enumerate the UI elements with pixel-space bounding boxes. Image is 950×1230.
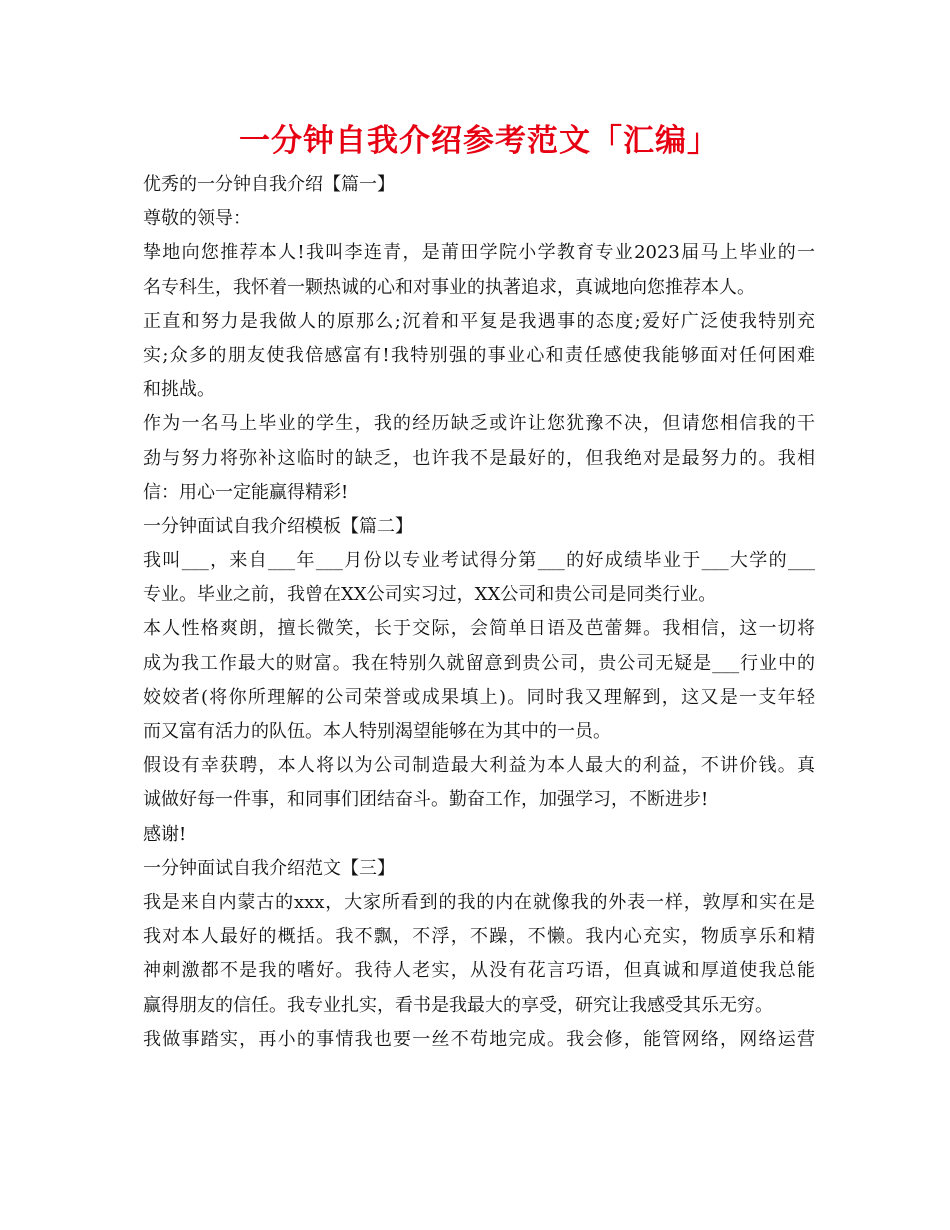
text-line: 本人性格爽朗，擅长微笑，长于交际，会简单日语及芭蕾舞。我相信，这一切将 xyxy=(143,618,815,640)
text-line: 假设有幸获聘，本人将以为公司制造最大利益为本人最大的利益，不讲价钱。真 xyxy=(143,755,815,777)
text-line: 名专科生，我怀着一颗热诚的心和对事业的执著追求，真诚地向您推荐本人。 xyxy=(143,276,755,298)
text-line: 挚地向您推荐本人!我叫李连青，是莆田学院小学教育专业2023届马上毕业的一 xyxy=(143,242,815,264)
text-line: 我做事踏实，再小的事情我也要一丝不苟地完成。我会修，能管网络，网络运营 xyxy=(143,1028,815,1050)
text-line: 实;众多的朋友使我倍感富有!我特别强的事业心和责任感使我能够面对任何困难 xyxy=(143,344,815,366)
text-line: 一分钟面试自我介绍范文【三】 xyxy=(143,857,395,879)
text-line: 姣姣者(将你所理解的公司荣誉或成果填上)。同时我又理解到，这又是一支年轻 xyxy=(143,686,815,708)
text-line: 尊敬的领导： xyxy=(143,208,251,230)
document-page xyxy=(143,118,815,1057)
text-line: 我对本人最好的概括。我不飘，不浮，不躁，不懒。我内心充实，物质享乐和精 xyxy=(143,926,815,948)
text-line: 劲与努力将弥补这临时的缺乏，也许我不是最好的，但我绝对是最努力的。我相 xyxy=(143,447,815,469)
text-line: 成为我工作最大的财富。我在特别久就留意到贵公司，贵公司无疑是___行业中的 xyxy=(143,652,815,674)
document-body xyxy=(143,168,815,1057)
text-line: 优秀的一分钟自我介绍【篇一】 xyxy=(143,174,395,195)
text-line: 赢得朋友的信任。我专业扎实，看书是我最大的享受，研究让我感受其乐无穷。 xyxy=(143,994,773,1016)
document-title: 一分钟自我介绍参考范文「汇编」 xyxy=(239,123,719,159)
text-line: 而又富有活力的队伍。本人特别渴望能够在为其中的一员。 xyxy=(143,721,611,742)
text-line: 神刺激都不是我的嗜好。我待人老实，从没有花言巧语，但真诚和厚道使我总能 xyxy=(143,960,815,982)
text-line: 专业。毕业之前，我曾在XX公司实习过，XX公司和贵公司是同类行业。 xyxy=(143,584,717,606)
text-line: 信：用心一定能赢得精彩! xyxy=(143,481,349,503)
text-line: 感谢! xyxy=(143,823,187,845)
text-line: 作为一名马上毕业的学生，我的经历缺乏或许让您犹豫不决，但请您相信我的干 xyxy=(143,413,815,435)
text-line: 诚做好每一件事，和同事们团结奋斗。勤奋工作，加强学习，不断进步! xyxy=(143,789,709,811)
text-line: 我叫___，来自___年___月份以专业考试得分第___的好成绩毕业于___大学的___ xyxy=(143,550,815,572)
text-line: 我是来自内蒙古的xxx，大家所看到的我的内在就像我的外表一样，敦厚和实在是 xyxy=(143,891,815,913)
text-line: 和挑战。 xyxy=(143,379,215,401)
text-line: 正直和努力是我做人的原那么;沉着和平复是我遇事的态度;爱好广泛使我特别充 xyxy=(143,310,815,332)
text-line: 一分钟面试自我介绍模板【篇二】 xyxy=(143,515,413,537)
